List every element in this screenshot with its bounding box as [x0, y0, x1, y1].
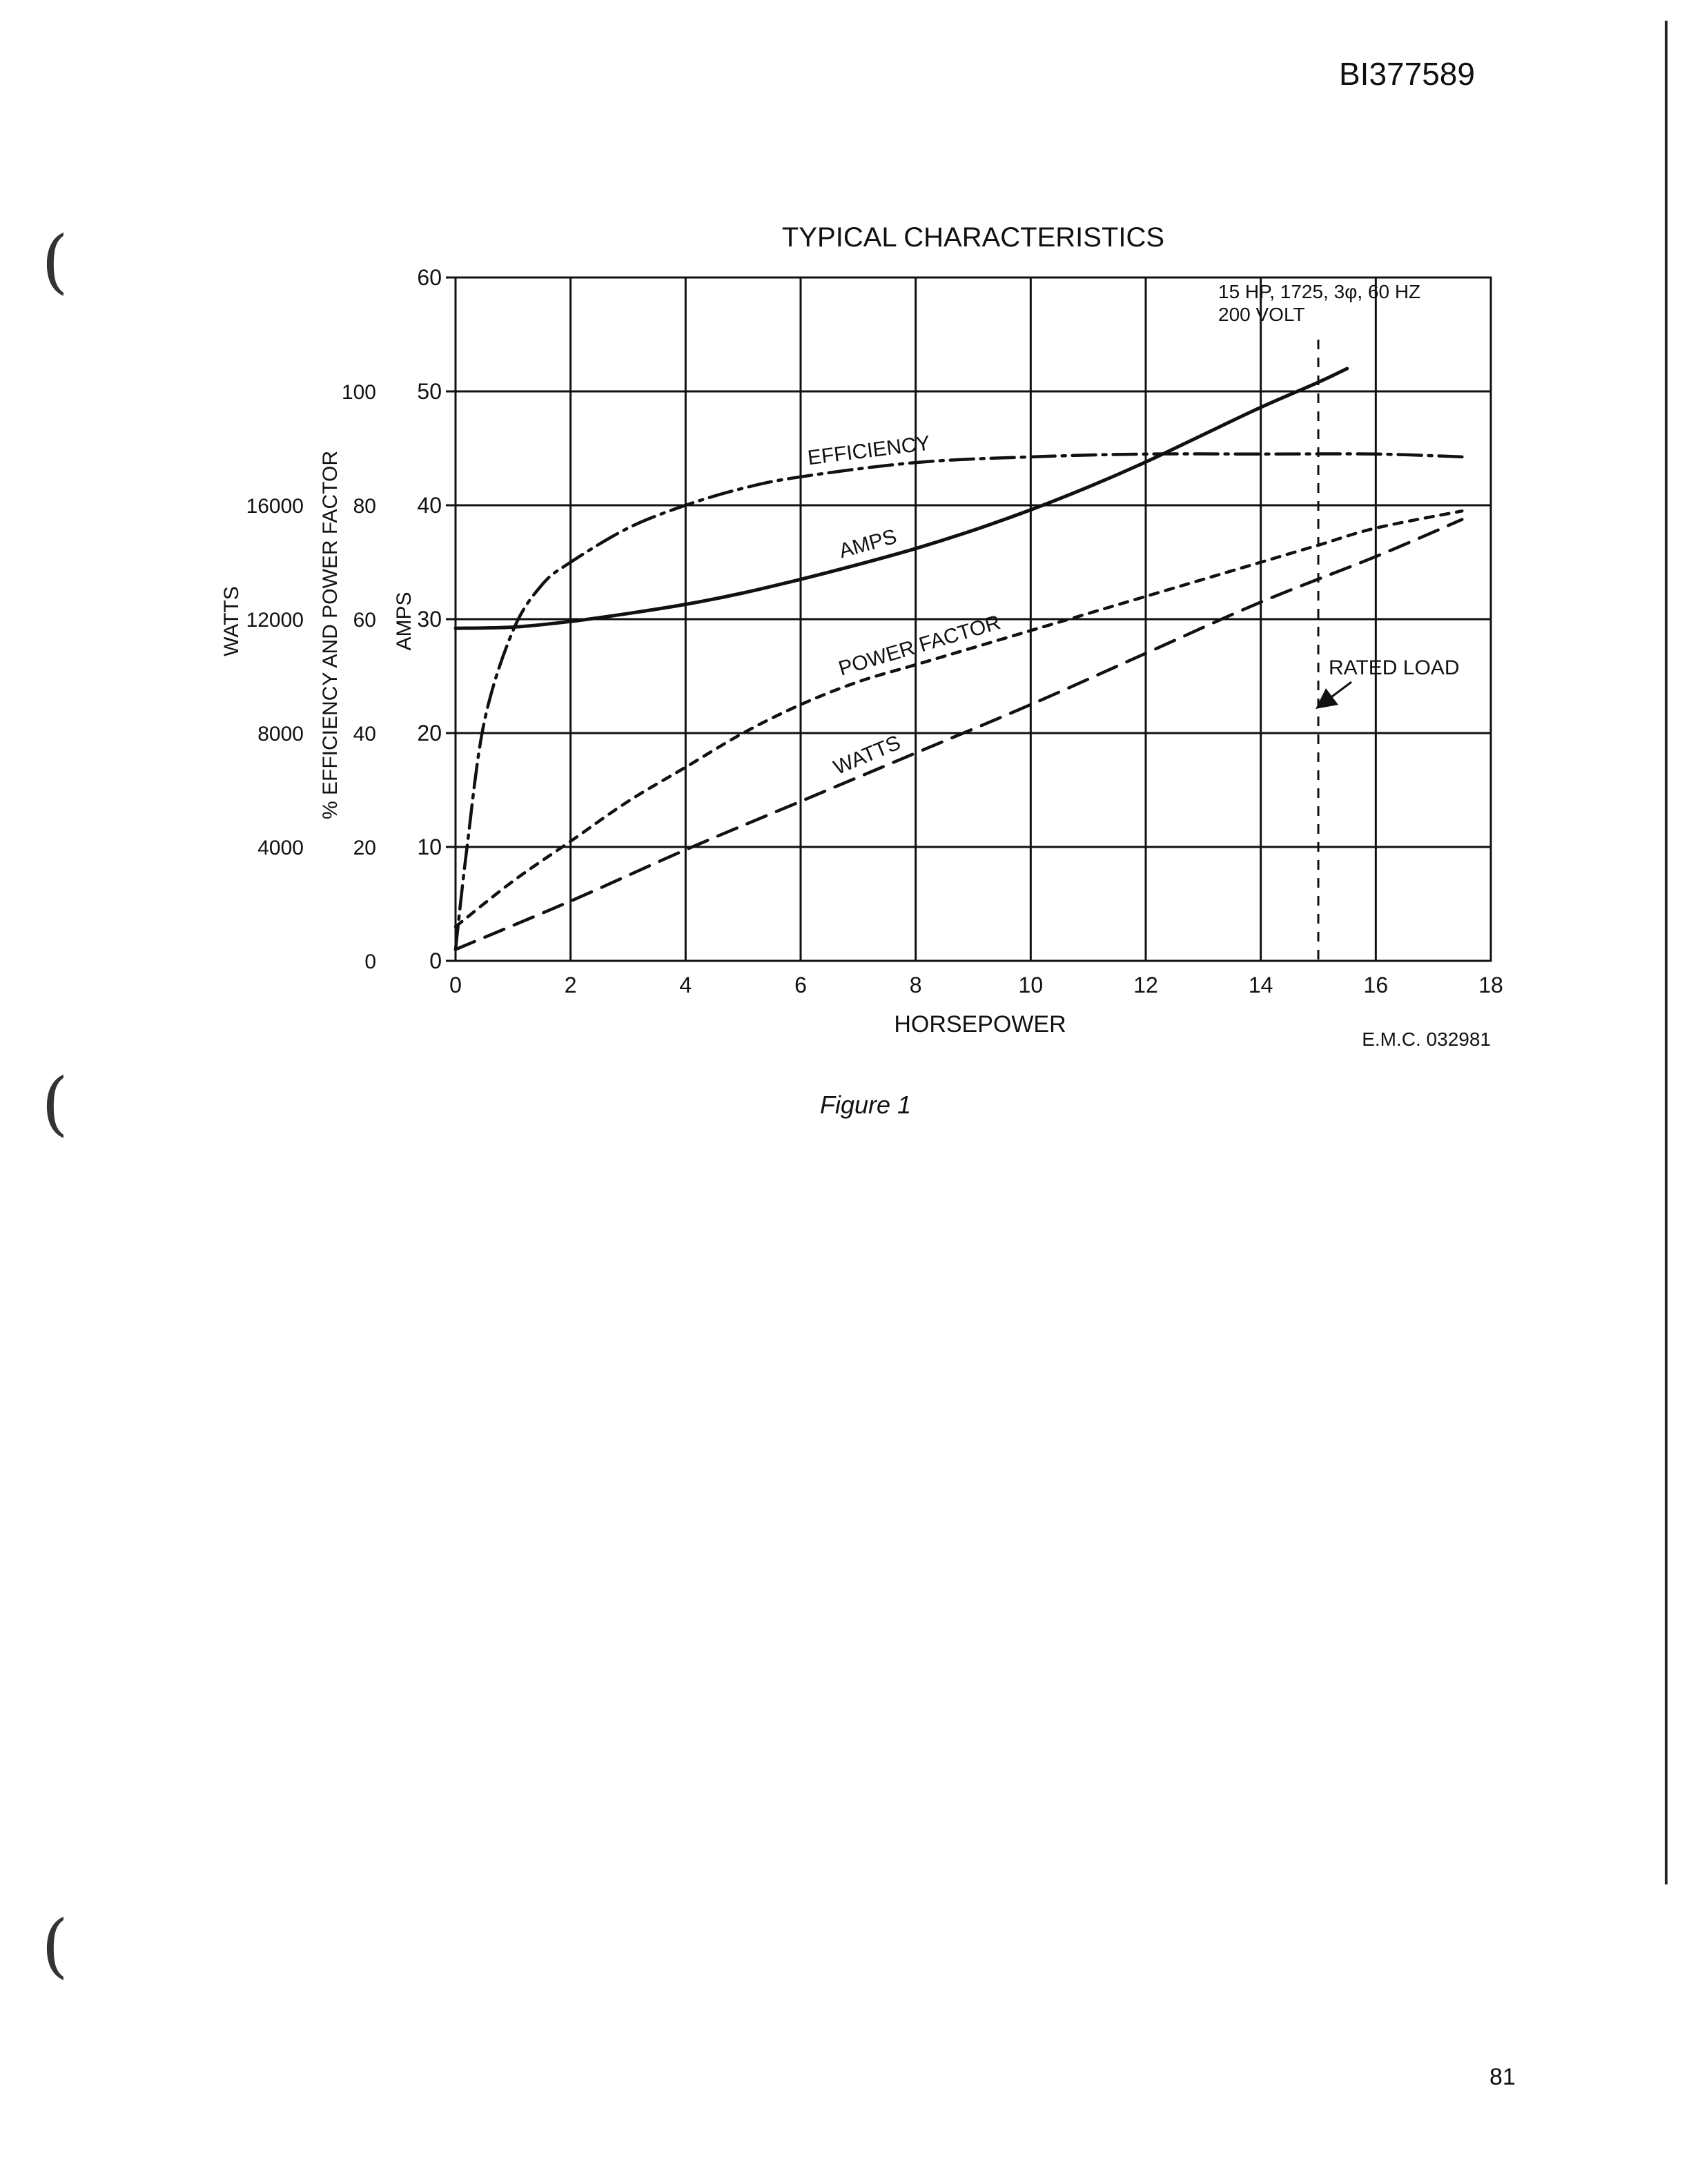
x-tick-label: 6 — [794, 973, 807, 997]
document-id: BI377589 — [1339, 56, 1475, 92]
watts-tick-label: 4000 — [257, 837, 304, 859]
binder-hole-mark: ( — [41, 1905, 69, 1986]
amps-tick-label: 20 — [417, 721, 442, 745]
rated-load-label: RATED LOAD — [1329, 656, 1460, 679]
series-label-power-factor: POWER FACTOR — [836, 611, 1004, 681]
series-line-efficiency — [456, 454, 1462, 949]
x-tick-label: 18 — [1478, 973, 1503, 997]
amps-tick-label: 0 — [429, 948, 442, 973]
x-tick-label: 12 — [1133, 973, 1158, 997]
series-line-amps — [456, 369, 1347, 628]
series-line-watts — [456, 520, 1462, 950]
amps-tick-label: 40 — [417, 493, 442, 518]
efficiency-pf-tick-label: 100 — [341, 381, 376, 404]
x-tick-label: 10 — [1018, 973, 1044, 997]
amps-tick-label: 30 — [417, 607, 442, 632]
x-tick-label: 4 — [679, 973, 692, 997]
watts-tick-label: 16000 — [246, 495, 304, 518]
efficiency-pf-axis-label: % EFFICIENCY AND POWER FACTOR — [319, 451, 342, 819]
x-tick-label: 14 — [1248, 973, 1273, 997]
rated-load-arrow — [1324, 682, 1351, 703]
series-label-watts: WATTS — [830, 731, 904, 780]
page-number: 81 — [1489, 2064, 1516, 2090]
watts-tick-label: 12000 — [246, 609, 304, 632]
amps-tick-label: 50 — [417, 379, 442, 404]
series-label-amps: AMPS — [837, 525, 899, 563]
amps-tick-label: 10 — [417, 835, 442, 859]
efficiency-pf-tick-label: 80 — [353, 495, 376, 518]
x-axis-label: HORSEPOWER — [894, 1011, 1066, 1037]
series-layer — [456, 340, 1462, 961]
amps-axis-label: AMPS — [393, 592, 416, 651]
binder-hole-mark: ( — [41, 221, 69, 302]
watts-axis-label: WATTS — [220, 586, 243, 656]
binder-hole-mark: ( — [41, 1063, 69, 1144]
efficiency-pf-tick-label: 60 — [353, 609, 376, 632]
efficiency-pf-tick-label: 20 — [353, 837, 376, 859]
figure-caption: Figure 1 — [820, 1091, 912, 1119]
series-line-power-factor — [456, 511, 1462, 926]
tick-labels — [246, 265, 1503, 997]
chart-title: TYPICAL CHARACTERISTICS — [781, 222, 1165, 253]
series-label-efficiency: EFFICIENCY — [806, 431, 932, 470]
watts-tick-label: 8000 — [257, 723, 304, 745]
efficiency-pf-tick-label: 40 — [353, 723, 376, 745]
x-tick-label: 0 — [449, 973, 462, 997]
amps-tick-label: 60 — [417, 265, 442, 290]
motor-spec-line2: 200 VOLT — [1218, 304, 1305, 325]
x-tick-label: 16 — [1363, 973, 1389, 997]
motor-spec-line1: 15 HP, 1725, 3φ, 60 HZ — [1218, 281, 1421, 302]
efficiency-pf-tick-label: 0 — [364, 950, 376, 973]
x-tick-label: 2 — [564, 973, 577, 997]
source-code-label: E.M.C. 032981 — [1362, 1028, 1491, 1050]
x-tick-label: 8 — [909, 973, 922, 997]
